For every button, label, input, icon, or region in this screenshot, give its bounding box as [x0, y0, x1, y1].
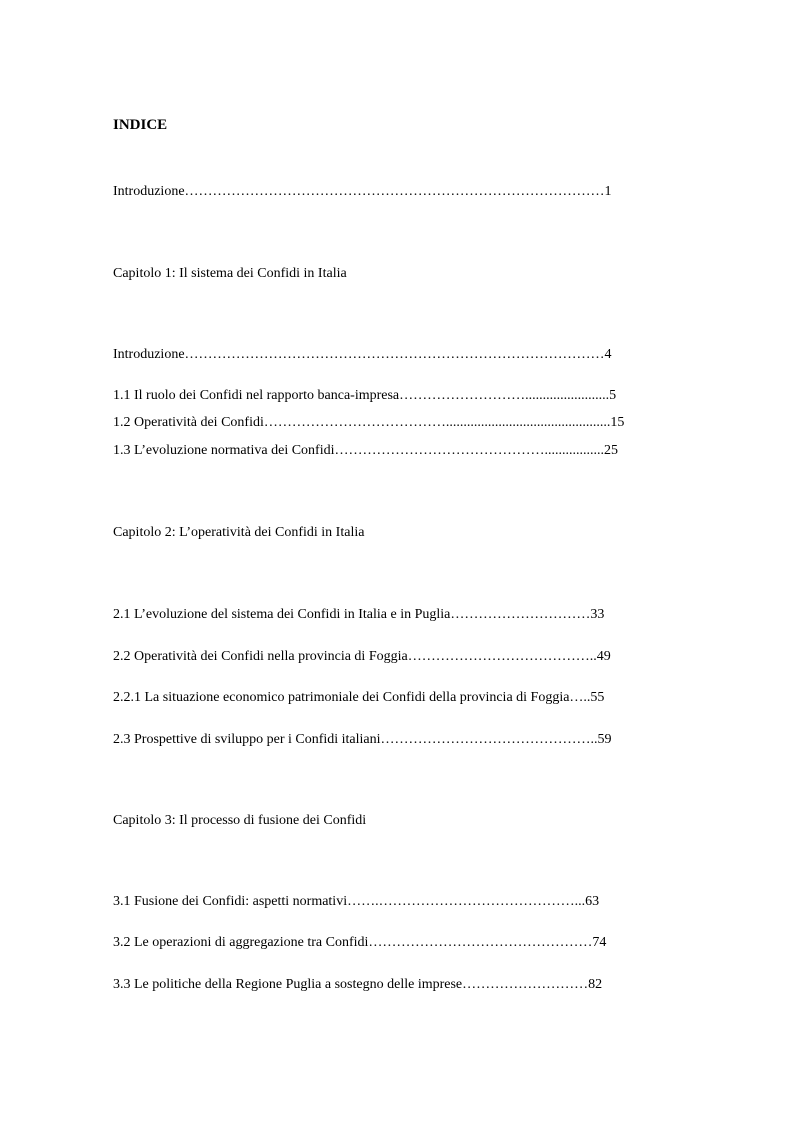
toc-entry-2-2: 2.2 Operatività dei Confidi nella provincia di Foggia…………………………………..49 [113, 649, 611, 664]
toc-title: INDICE [113, 117, 168, 133]
toc-entry-3-3: 3.3 Le politiche della Regione Puglia a sostegno delle imprese………………………82 [113, 977, 603, 992]
toc-entry-ch1-introduzione: Introduzione………………………………………………………………………………4 [113, 347, 612, 362]
toc-entry-2-3: 2.3 Prospettive di sviluppo per i Confidi italiani………………………………………..59 [113, 732, 612, 747]
toc-entry-2-1: 2.1 L’evoluzione del sistema dei Confidi in Italia e in Puglia…………………………33 [113, 607, 605, 622]
chapter-2-heading: Capitolo 2: L’operatività dei Confidi in Italia [113, 525, 365, 540]
toc-entry-1-2: 1.2 Operatività dei Confidi…………………………………...............................................15 [113, 415, 625, 430]
toc-entry-3-1: 3.1 Fusione dei Confidi: aspetti normativi…….……………………………………...63 [113, 894, 600, 909]
toc-entry-1-1: 1.1 Il ruolo dei Confidi nel rapporto banca-impresa………………………........................5 [113, 388, 617, 403]
toc-entry-1-3: 1.3 L’evoluzione normativa dei Confidi……………………………………….................25 [113, 443, 618, 458]
chapter-1-heading: Capitolo 1: Il sistema dei Confidi in Italia [113, 266, 347, 281]
chapter-3-heading: Capitolo 3: Il processo di fusione dei Confidi [113, 813, 367, 828]
toc-entry-introduzione: Introduzione………………………………………………………………………………1 [113, 184, 612, 199]
toc-entry-3-2: 3.2 Le operazioni di aggregazione tra Confidi…………………………………………74 [113, 935, 607, 950]
toc-entry-2-2-1: 2.2.1 La situazione economico patrimoniale dei Confidi della provincia di Foggia…..55 [113, 690, 605, 705]
